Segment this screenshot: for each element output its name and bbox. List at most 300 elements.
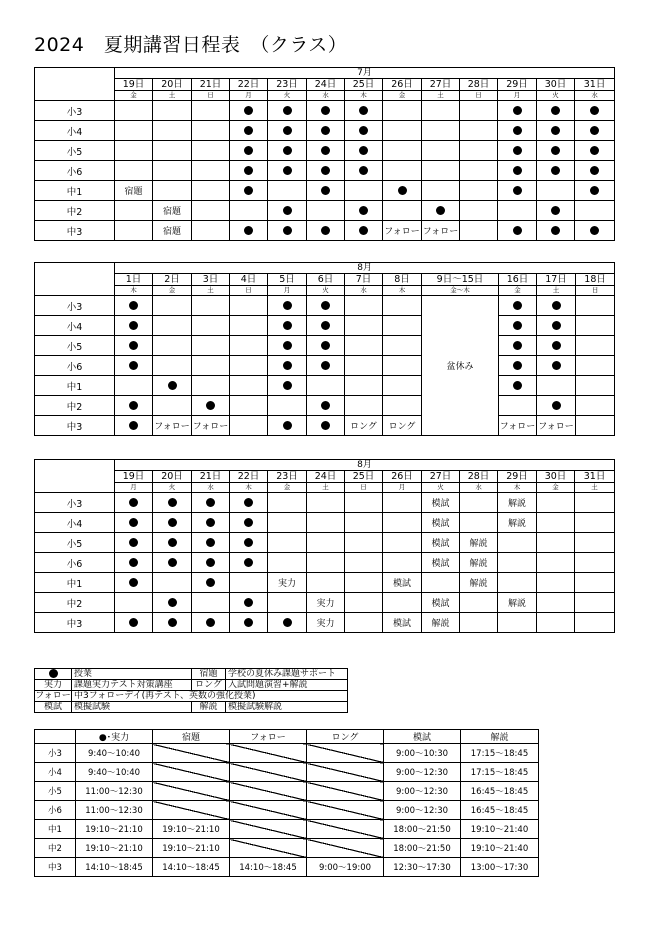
class-label: 小3 <box>35 101 115 121</box>
not-applicable-cell <box>307 801 384 820</box>
weekday-label: 土 <box>192 286 230 296</box>
legend-key: 宿題 <box>192 669 226 680</box>
class-row <box>35 181 615 201</box>
month-label: 8月 <box>115 263 615 274</box>
schedule-cell <box>537 533 575 553</box>
schedule-cell <box>153 553 192 573</box>
schedule-cell <box>115 513 153 533</box>
schedule-cell <box>153 356 192 376</box>
schedule-cell <box>575 201 615 221</box>
schedule-cell <box>498 141 537 161</box>
class-dot-icon <box>513 106 522 115</box>
schedule-cell <box>115 416 153 436</box>
weekday-row <box>35 286 615 296</box>
time-row <box>35 763 539 782</box>
schedule-cell <box>192 296 230 316</box>
schedule-cell: 実力 <box>307 613 345 633</box>
time-header: 宿題 <box>153 730 230 744</box>
schedule-cell <box>498 533 537 553</box>
schedule-cell <box>192 376 230 396</box>
class-dot-icon <box>168 598 177 607</box>
schedule-cell: 模試 <box>422 533 460 553</box>
class-dot-icon <box>244 598 253 607</box>
schedule-cell <box>537 201 575 221</box>
schedule-cell <box>307 553 345 573</box>
legend-key <box>35 669 72 680</box>
schedule-cell <box>230 356 268 376</box>
class-dot-icon <box>321 321 330 330</box>
schedule-cell <box>576 316 615 336</box>
not-applicable-cell <box>153 744 230 763</box>
schedule-cell: 解説 <box>460 533 498 553</box>
schedule-cell: 実力 <box>268 573 307 593</box>
schedule-cell <box>575 101 615 121</box>
not-applicable-cell <box>307 839 384 858</box>
class-dot-icon <box>513 166 522 175</box>
class-dot-icon <box>244 498 253 507</box>
schedule-cell <box>230 336 268 356</box>
schedule-cell <box>115 553 153 573</box>
class-dot-icon <box>244 186 253 195</box>
class-dot-icon <box>244 106 253 115</box>
legend-row <box>35 691 348 702</box>
schedule-cell: 解説 <box>498 493 537 513</box>
class-dot-icon <box>551 206 560 215</box>
time-cell: 14:10～18:45 <box>230 858 307 877</box>
schedule-cell <box>230 141 268 161</box>
not-applicable-cell <box>230 763 307 782</box>
schedule-cell <box>307 336 345 356</box>
weekday-label: 日 <box>192 91 230 101</box>
day-label: 25日 <box>345 471 383 483</box>
class-dot-icon <box>283 226 292 235</box>
day-label: 21日 <box>192 79 230 91</box>
class-dot-icon <box>244 126 253 135</box>
obon-holiday-cell: 盆休み <box>422 296 499 436</box>
time-cell: 9:40～10:40 <box>76 744 153 763</box>
schedule-cell <box>498 221 537 241</box>
class-label: 小3 <box>35 744 76 763</box>
schedule-cell <box>307 121 345 141</box>
class-dot-icon <box>590 106 599 115</box>
schedule-cell <box>192 533 230 553</box>
schedule-cell <box>499 376 537 396</box>
time-cell: 9:00～19:00 <box>307 858 384 877</box>
schedule-cell <box>268 181 307 201</box>
weekday-label: 土 <box>307 483 345 493</box>
class-dot-icon <box>552 361 561 370</box>
time-header: フォロー <box>230 730 307 744</box>
schedule-cell <box>383 513 422 533</box>
class-dot-icon <box>244 146 253 155</box>
schedule-cell <box>153 161 192 181</box>
schedule-cell <box>268 121 307 141</box>
class-dot-icon <box>206 558 215 567</box>
class-dot-icon <box>129 558 138 567</box>
schedule-cell <box>537 336 576 356</box>
weekday-label: 日 <box>576 286 615 296</box>
weekday-label: 木 <box>115 286 153 296</box>
day-label: 3日 <box>192 274 230 286</box>
month-row <box>35 263 615 274</box>
time-cell: 9:00～12:30 <box>384 801 461 820</box>
schedule-cell <box>230 201 268 221</box>
schedule-cell: 宿題 <box>153 221 192 241</box>
class-dot-icon <box>513 361 522 370</box>
schedule-cell <box>153 573 192 593</box>
schedule-cell <box>268 396 307 416</box>
schedule-cell <box>345 593 383 613</box>
schedule-cell: 解説 <box>498 593 537 613</box>
day-label: 9日～15日 <box>422 274 499 286</box>
schedule-cell <box>115 161 153 181</box>
schedule-cell <box>192 613 230 633</box>
schedule-cell <box>537 161 575 181</box>
class-dot-icon <box>551 166 560 175</box>
class-label: 中1 <box>35 820 76 839</box>
class-label: 小4 <box>35 513 115 533</box>
weekday-label: 火 <box>153 483 192 493</box>
schedule-cell <box>499 396 537 416</box>
legend-value: 授業 <box>72 669 192 680</box>
class-label: 小5 <box>35 141 115 161</box>
time-cell: 13:00～17:30 <box>461 858 539 877</box>
schedule-cell <box>537 553 575 573</box>
schedule-cell <box>345 396 383 416</box>
schedule-cell <box>383 101 422 121</box>
schedule-cell <box>115 101 153 121</box>
weekday-label: 金～木 <box>422 286 499 296</box>
schedule-cell <box>345 161 383 181</box>
weekday-label: 木 <box>498 483 537 493</box>
schedule-cell <box>460 181 498 201</box>
class-dot-icon <box>129 578 138 587</box>
not-applicable-cell <box>230 744 307 763</box>
schedule-cell <box>230 161 268 181</box>
class-dot-icon <box>359 126 368 135</box>
schedule-cell <box>115 376 153 396</box>
class-dot-icon <box>551 106 560 115</box>
schedule-cell <box>192 573 230 593</box>
schedule-cell: 模試 <box>422 593 460 613</box>
schedule-cell <box>383 316 422 336</box>
weekday-label: 月 <box>268 286 307 296</box>
time-header-row <box>35 730 539 744</box>
schedule-cell <box>575 513 615 533</box>
schedule-cell <box>383 161 422 181</box>
schedule-cell <box>460 493 498 513</box>
corner-cell <box>35 730 76 744</box>
class-label: 小5 <box>35 336 115 356</box>
class-dot-icon <box>436 206 445 215</box>
schedule-cell <box>498 553 537 573</box>
time-cell: 18:00～21:50 <box>384 820 461 839</box>
day-label: 28日 <box>460 79 498 91</box>
schedule-august-early <box>34 262 615 436</box>
schedule-cell <box>115 396 153 416</box>
weekday-label: 月 <box>115 483 153 493</box>
not-applicable-cell <box>230 839 307 858</box>
class-dot-icon <box>168 618 177 627</box>
day-label: 23日 <box>268 79 307 91</box>
class-dot-icon <box>244 518 253 527</box>
class-row <box>35 201 615 221</box>
class-row <box>35 296 615 316</box>
schedule-cell <box>383 296 422 316</box>
schedule-cell <box>537 316 576 336</box>
class-row <box>35 101 615 121</box>
schedule-cell <box>307 316 345 336</box>
legend-value: 入試問題演習+解説 <box>226 680 348 691</box>
class-dot-icon <box>513 126 522 135</box>
schedule-cell <box>268 336 307 356</box>
class-label: 中3 <box>35 221 115 241</box>
schedule-cell <box>537 593 575 613</box>
class-dot-icon <box>283 106 292 115</box>
class-dot-icon <box>129 361 138 370</box>
day-label: 18日 <box>576 274 615 286</box>
schedule-cell <box>498 181 537 201</box>
schedule-cell <box>460 101 498 121</box>
time-row <box>35 858 539 877</box>
schedule-cell: フォロー <box>153 416 192 436</box>
legend-key: 実力 <box>35 680 72 691</box>
schedule-cell <box>345 493 383 513</box>
time-header: ロング <box>307 730 384 744</box>
time-cell: 17:15～18:45 <box>461 744 539 763</box>
schedule-cell: 模試 <box>383 613 422 633</box>
legend-value: 中3フォローデイ(再テスト、英数の強化授業) <box>72 691 348 702</box>
legend-row <box>35 669 348 680</box>
legend-row <box>35 680 348 691</box>
schedule-cell <box>498 121 537 141</box>
legend-row <box>35 702 348 713</box>
time-cell: 11:00～12:30 <box>76 801 153 820</box>
schedule-cell <box>383 141 422 161</box>
class-label: 小4 <box>35 121 115 141</box>
month-label: 7月 <box>115 68 615 79</box>
schedule-cell <box>230 221 268 241</box>
schedule-cell <box>115 493 153 513</box>
schedule-cell <box>537 613 575 633</box>
legend-value: 模擬試験 <box>72 702 192 713</box>
schedule-cell <box>307 141 345 161</box>
day-label: 7日 <box>345 274 383 286</box>
schedule-cell <box>115 296 153 316</box>
class-row <box>35 533 615 553</box>
day-label: 17日 <box>537 274 576 286</box>
corner-cell <box>35 460 115 493</box>
schedule-cell <box>307 513 345 533</box>
day-label: 22日 <box>230 79 268 91</box>
schedule-cell <box>345 613 383 633</box>
schedule-cell <box>575 533 615 553</box>
class-dot-icon <box>321 421 330 430</box>
legend-key: 模試 <box>35 702 72 713</box>
schedule-cell: 宿題 <box>153 201 192 221</box>
schedule-cell <box>153 396 192 416</box>
class-label: 小4 <box>35 763 76 782</box>
schedule-cell <box>268 221 307 241</box>
schedule-cell <box>192 356 230 376</box>
schedule-cell <box>575 141 615 161</box>
class-dot-icon <box>283 301 292 310</box>
schedule-cell <box>192 121 230 141</box>
schedule-cell <box>230 121 268 141</box>
schedule-cell <box>153 181 192 201</box>
schedule-cell <box>307 493 345 513</box>
class-row <box>35 161 615 181</box>
day-label: 19日 <box>115 471 153 483</box>
schedule-cell <box>153 376 192 396</box>
schedule-cell: フォロー <box>499 416 537 436</box>
schedule-cell <box>575 553 615 573</box>
schedule-cell <box>575 121 615 141</box>
schedule-cell <box>537 356 576 376</box>
class-dot-icon <box>552 301 561 310</box>
day-label: 30日 <box>537 471 575 483</box>
class-label: 小6 <box>35 356 115 376</box>
schedule-cell <box>230 181 268 201</box>
time-cell: 9:40～10:40 <box>76 763 153 782</box>
day-label: 29日 <box>498 79 537 91</box>
schedule-cell <box>153 513 192 533</box>
class-dot-icon <box>513 381 522 390</box>
weekday-label: 火 <box>422 483 460 493</box>
schedule-cell <box>575 613 615 633</box>
class-dot-icon <box>129 401 138 410</box>
schedule-cell <box>153 493 192 513</box>
schedule-cell <box>537 296 576 316</box>
schedule-cell <box>537 221 575 241</box>
class-dot-icon <box>283 361 292 370</box>
not-applicable-cell <box>307 763 384 782</box>
weekday-label: 木 <box>345 91 383 101</box>
schedule-cell <box>307 296 345 316</box>
weekday-label: 水 <box>307 91 345 101</box>
schedule-cell <box>268 296 307 316</box>
schedule-cell <box>192 181 230 201</box>
not-applicable-cell <box>230 820 307 839</box>
schedule-cell <box>192 593 230 613</box>
legend-value: 学校の夏休み課題サポート <box>226 669 348 680</box>
legend-table <box>34 668 348 713</box>
weekday-label: 日 <box>345 483 383 493</box>
class-dot-icon <box>321 166 330 175</box>
schedule-cell <box>153 296 192 316</box>
class-dot-icon <box>283 146 292 155</box>
time-cell: 9:00～12:30 <box>384 763 461 782</box>
class-dot-icon <box>129 618 138 627</box>
class-label: 中2 <box>35 839 76 858</box>
class-row <box>35 593 615 613</box>
class-dot-icon <box>359 226 368 235</box>
schedule-cell <box>192 201 230 221</box>
class-dot-icon <box>129 301 138 310</box>
class-dot-icon <box>590 166 599 175</box>
schedule-cell: ロング <box>383 416 422 436</box>
class-dot-icon <box>168 381 177 390</box>
schedule-cell <box>383 396 422 416</box>
class-row <box>35 416 615 436</box>
schedule-cell <box>345 356 383 376</box>
schedule-cell <box>230 376 268 396</box>
schedule-cell <box>192 161 230 181</box>
schedule-cell <box>537 141 575 161</box>
schedule-cell <box>345 513 383 533</box>
time-cell: 19:10～21:40 <box>461 820 539 839</box>
schedule-cell <box>115 573 153 593</box>
weekday-label: 月 <box>383 483 422 493</box>
class-dot-icon <box>283 421 292 430</box>
weekday-label: 火 <box>307 286 345 296</box>
day-label: 23日 <box>268 471 307 483</box>
month-label: 8月 <box>115 460 615 471</box>
day-label: 31日 <box>575 471 615 483</box>
class-dot-icon <box>206 578 215 587</box>
day-label: 6日 <box>307 274 345 286</box>
schedule-cell <box>345 221 383 241</box>
schedule-cell: 解説 <box>460 573 498 593</box>
schedule-cell <box>460 161 498 181</box>
class-dot-icon <box>129 341 138 350</box>
class-dot-icon <box>590 146 599 155</box>
schedule-cell <box>575 593 615 613</box>
schedule-cell <box>230 533 268 553</box>
corner-cell <box>35 263 115 296</box>
not-applicable-cell <box>307 820 384 839</box>
weekday-label: 金 <box>499 286 537 296</box>
schedule-cell <box>307 416 345 436</box>
schedule-cell <box>268 356 307 376</box>
class-dot-icon <box>321 226 330 235</box>
schedule-cell <box>383 336 422 356</box>
time-cell: 18:00～21:50 <box>384 839 461 858</box>
schedule-cell <box>499 336 537 356</box>
schedule-cell <box>383 356 422 376</box>
schedule-cell <box>422 141 460 161</box>
schedule-cell <box>383 593 422 613</box>
schedule-cell <box>537 101 575 121</box>
class-dot-icon <box>590 186 599 195</box>
day-label: 4日 <box>230 274 268 286</box>
time-cell: 19:10～21:10 <box>76 820 153 839</box>
day-label: 21日 <box>192 471 230 483</box>
class-row <box>35 553 615 573</box>
schedule-cell <box>345 316 383 336</box>
schedule-cell <box>460 513 498 533</box>
class-label: 小6 <box>35 553 115 573</box>
class-dot-icon <box>321 106 330 115</box>
day-label: 5日 <box>268 274 307 286</box>
schedule-cell <box>422 181 460 201</box>
day-label: 8日 <box>383 274 422 286</box>
schedule-cell <box>230 513 268 533</box>
day-label: 26日 <box>383 79 422 91</box>
day-label: 28日 <box>460 471 498 483</box>
schedule-cell: 解説 <box>422 613 460 633</box>
class-dot-icon <box>513 146 522 155</box>
class-row <box>35 141 615 161</box>
schedule-cell: 模試 <box>422 493 460 513</box>
schedule-cell <box>575 161 615 181</box>
schedule-cell: 宿題 <box>115 181 153 201</box>
class-dot-icon <box>244 558 253 567</box>
not-applicable-cell <box>153 801 230 820</box>
class-row <box>35 221 615 241</box>
schedule-cell <box>499 356 537 376</box>
schedule-cell <box>153 316 192 336</box>
